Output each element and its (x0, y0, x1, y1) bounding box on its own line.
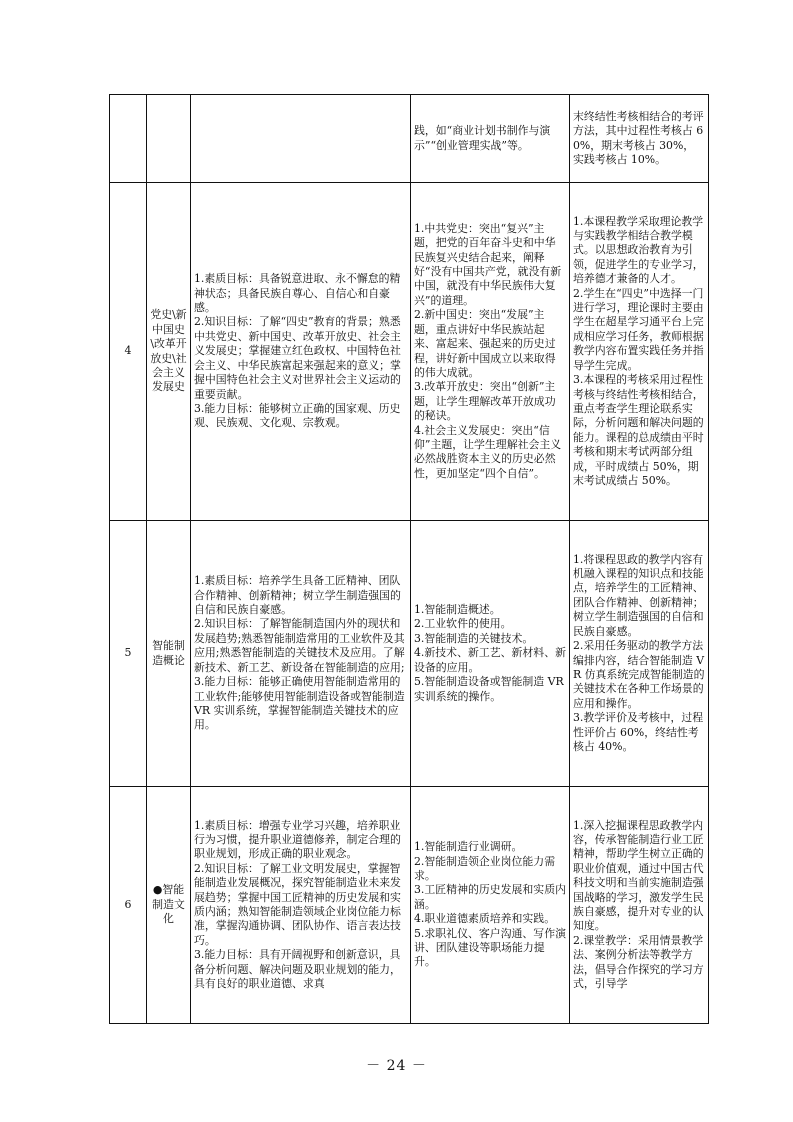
page-number: － 24 － (366, 1058, 427, 1074)
method-item: 3.教学评价及考核中，过程性评价占 60%，终结性考核占 40%。 (573, 711, 704, 753)
teaching-method (570, 183, 709, 521)
method-item: 1.将课程思政的教学内容有机融入课程的知识点和技能点，培养学生的工匠精神、团队合作精神、创新精神；树立学生制造强国的自信和民族自豪感。 (573, 552, 704, 638)
method-item: 2.采用任务驱动的教学方法编排内容，结合智能制造 VR 仿真系统完成智能制造的关键技术在各种工作场景的应用和操作。 (573, 639, 705, 710)
row-number: 4 (110, 183, 147, 521)
content-item: 1.中共党史：突出“复兴”主题，把党的百年奋斗史和中华民族复兴史结合起来，阐释好“没有中国共产党，就没有新中国，就没有中华民族伟大复兴”的道理。 (414, 221, 562, 307)
row-number: 6 (110, 787, 147, 1024)
content-item: 践，如“商业计划书制作与演示”“创业管理实战”等。 (414, 124, 551, 152)
course-content (411, 787, 570, 1024)
table-row (110, 521, 709, 787)
table-row (110, 95, 709, 183)
method-item: 1.深入挖掘课程思政教学内容，传承智能制造行业工匠精神，帮助学生树立正确的职业价值观，通过中国古代科技文明和当前实施制造强国战略的学习，激发学生民族自豪感，提升对专业的认知度。 (573, 818, 704, 933)
content-item: 5.求职礼仪、客户沟通、写作演讲、团队建设等职场能力提升。 (414, 926, 566, 969)
course-table (109, 94, 709, 1024)
goals-item: 2.知识目标：了解工业文明发展史，掌握智能制造业发展概况，探究智能制造业未来发展趋势；掌握中国工匠精神的历史发展和实质内涵；熟知智能制造领域企业岗位能力标准，掌握沟通协调、团队协作、语言表达技巧。 (194, 861, 401, 947)
content-item: 3.改革开放史：突出“创新”主题，让学生理解改革开放成功的秘诀。 (414, 380, 556, 423)
content-item: 2.工业软件的使用。 (414, 617, 512, 631)
content-item: 1.智能制造概述。 (414, 603, 501, 617)
method-item: 3.本课程的考核采用过程性考核与终结性考核相结合，重点考查学生理论联系实际，分析问题和解决问题的能力。课程的总成绩由平时考核和期末考试两部分组成，平时成绩占 50%，期末考试成绩占 50%。 (573, 373, 704, 487)
teaching-method (570, 95, 709, 183)
method-item: 2.学生在“四史”中选择一门进行学习，理论课时主要由学生在超星学习通平台上完成相应学习任务，教师根据教学内容布置实践任务并指导学生完成。 (573, 286, 704, 372)
row-number: 5 (110, 521, 147, 787)
goals-item: 3.能力目标：能够正确使用智能制造常用的工业软件;能够使用智能制造设备或智能制造 VR 实训系统，掌握智能制造关键技术的应用。 (194, 675, 405, 732)
course-name: ●智能制造文化 (147, 787, 191, 1024)
method-item: 末终结性考核相结合的考评方法，其中过程性考核占 60%，期末考核占 30%，实践考核占 10%。 (573, 109, 704, 166)
goals-item: 1.素质目标：培养学生具备工匠精神、团队合作精神、创新精神；树立学生制造强国的自信和民族自豪感。 (194, 574, 401, 617)
course-name: 党史\新中国史\改革开放史\社会主义发展史 (147, 183, 191, 521)
content-item: 2.新中国史：突出“发展”主题，重点讲好中华民族站起来、富起来、强起来的历史过程，讲好新中国成立以来取得的伟大成就。 (414, 308, 556, 379)
goals-item: 3.能力目标：能够树立正确的国家观、历史观、民族观、文化观、宗教观。 (194, 401, 401, 430)
row-number (110, 95, 147, 183)
course-name: 智能制造概论 (147, 521, 191, 787)
teaching-method (570, 521, 709, 787)
content-item: 4.新技术、新工艺、新材料、新设备的应用。 (414, 646, 566, 674)
method-item: 1.本课程教学采取理论教学与实践教学相结合教学模式。以思想政治教育为引领，促进学生的专业学习，培养德才兼备的人才。 (573, 214, 704, 286)
course-goals (191, 787, 411, 1024)
table-row (110, 183, 709, 521)
course-goals (191, 521, 411, 787)
content-item: 1.智能制造行业调研。 (414, 840, 523, 854)
content-item: 3.智能制造的关键技术。 (414, 631, 534, 645)
method-item: 2.课堂教学：采用情景教学法、案例分析法等教学方法，倡导合作探究的学习方式，引导学 (573, 933, 704, 991)
content-item: 5.智能制造设备或智能制造 VR 实训系统的操作。 (414, 675, 564, 703)
course-goals (191, 95, 411, 183)
goals-item: 2.知识目标：了解“四史”教育的背景；熟悉中共党史、新中国史、改革开放史、社会主义发展史；掌握建立红色政权、中国特色社会主义、中华民族富起来强起来的意义；掌握中国特色社会主义对世界社会主义运动的重要贡献。 (194, 315, 401, 401)
content-item: 4.职业道德素质培养和实践。 (414, 912, 556, 926)
goals-item: 1.素质目标：增强专业学习兴趣，培养职业行为习惯，提升职业道德修养，制定合理的职业规划，形成正确的职业观念。 (194, 818, 401, 861)
content-item: 4.社会主义发展史：突出“信仰”主题，让学生理解社会主义必然战胜资本主义的历史必然性，更加坚定“四个自信”。 (414, 423, 562, 480)
goals-item: 2.知识目标：了解智能制造国内外的现状和发展趋势;熟悉智能制造常用的工业软件及其应用;熟悉智能制造的关键技术及应用。了解新技术、新工艺、新设备在智能制造的应用; (194, 617, 405, 674)
content-item: 3.工匠精神的历史发展和实质内涵。 (414, 883, 566, 911)
course-content (411, 183, 570, 521)
teaching-method (570, 787, 709, 1024)
course-content (411, 521, 570, 787)
course-content (411, 95, 570, 183)
course-name (147, 95, 191, 183)
content-item: 2.智能制造领企业岗位能力需求。 (414, 854, 556, 882)
table-row (110, 787, 709, 1024)
goals-item: 1.素质目标：具备锐意进取、永不懈怠的精神状态；具备民族自尊心、自信心和自豪感。 (194, 272, 401, 315)
goals-item: 3.能力目标：具有开阔视野和创新意识，具备分析问题、解决问题及职业规划的能力，具有良好的职业道德、求真 (194, 948, 401, 991)
course-goals (191, 183, 411, 521)
